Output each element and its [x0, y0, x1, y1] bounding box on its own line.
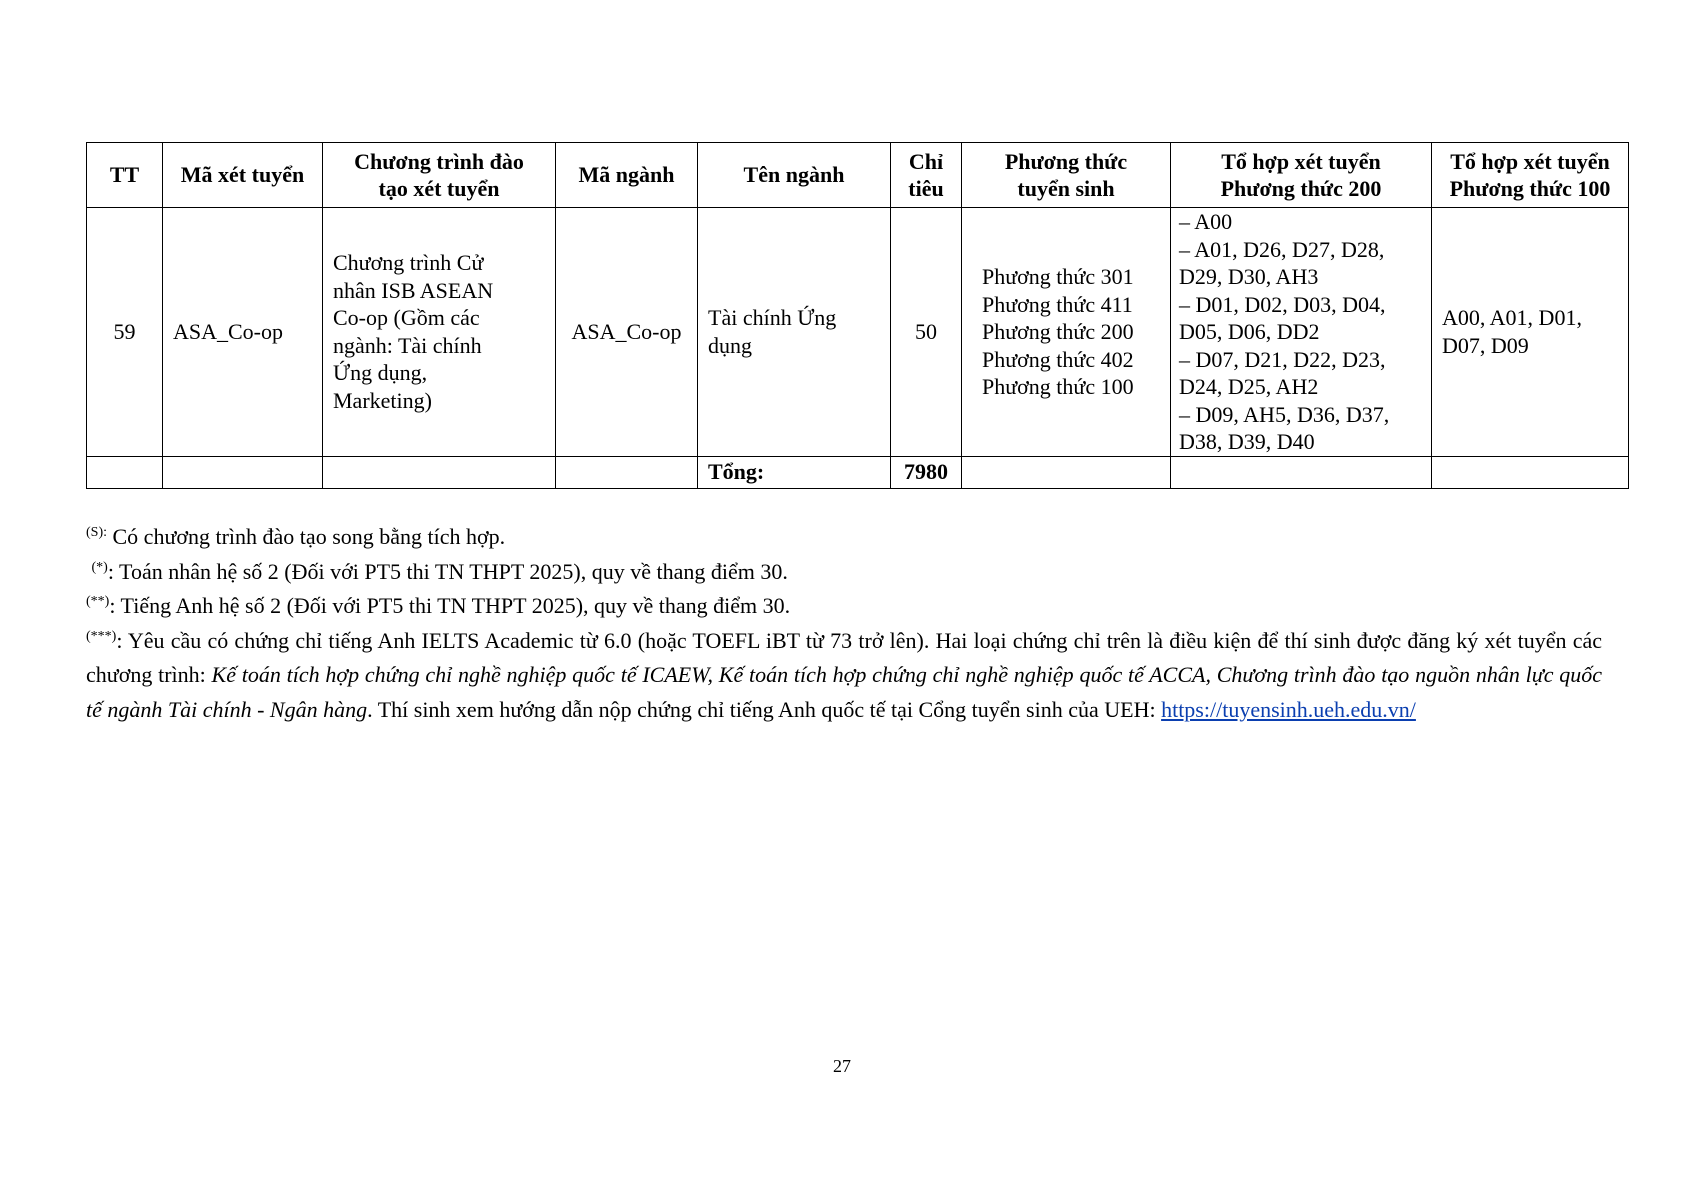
total-empty-cell: [962, 456, 1171, 488]
table-header-row: [87, 143, 1629, 208]
footnote-mark: (***): [86, 628, 117, 644]
footnote-s: [86, 520, 1602, 555]
footnote-text: : Toán nhân hệ số 2 (Đối với PT5 thi TN THPT 2025), quy về thang điểm 30.: [107, 558, 788, 584]
header-phuong-thuc: Phương thức tuyển sinh: [962, 143, 1171, 208]
cell-phuong-thuc: Phương thức 301 Phương thức 411 Phương thức 200 Phương thức 402 Phương thức 100: [962, 208, 1171, 457]
header-chuong-trinh: Chương trình đào tạo xét tuyển: [323, 143, 556, 208]
cell-ma-xet-tuyen: ASA_Co-op: [163, 208, 323, 457]
footnote-mark: (S):: [86, 525, 107, 540]
cell-tt: 59: [87, 208, 163, 457]
total-value: 7980: [891, 456, 962, 488]
cell-ma-nganh: ASA_Co-op: [556, 208, 698, 457]
admission-table: [86, 142, 1629, 489]
header-ma-nganh: Mã ngành: [556, 143, 698, 208]
header-ten-nganh: Tên ngành: [698, 143, 891, 208]
footnote-text-after: . Thí sinh xem hướng dẫn nộp chứng chỉ tiếng Anh quốc tế tại Cổng tuyển sinh của UEH:: [367, 696, 1162, 722]
total-empty-cell: [87, 456, 163, 488]
footnote-text: : Yêu cầu có chứng chỉ tiếng Anh IELTS Academic từ 6.0 (hoặc TOEFL iBT từ 73 trở lên). Hai loại chứng chỉ trên là điều kiện để thí sinh được đăng ký xét tuyển các chương trình:: [86, 627, 1602, 687]
admission-portal-link[interactable]: https://tuyensinh.ueh.edu.vn/: [1161, 696, 1416, 722]
cell-chuong-trinh: Chương trình Cử nhân ISB ASEAN Co-op (Gồm các ngành: Tài chính Ứng dụng, Marketing): [323, 208, 556, 457]
total-empty-cell: [1432, 456, 1629, 488]
table-row: [87, 208, 1629, 457]
header-chi-tieu: Chỉ tiêu: [891, 143, 962, 208]
footnote-text: Có chương trình đào tạo song bằng tích hợp.: [107, 524, 506, 549]
footnotes: [86, 520, 1602, 727]
footnote-text: : Tiếng Anh hệ số 2 (Đối với PT5 thi TN THPT 2025), quy về thang điểm 30.: [109, 593, 791, 618]
footnote-star2: [86, 589, 1602, 624]
page-number: 27: [833, 1056, 851, 1076]
total-label: Tổng:: [698, 456, 891, 488]
footnote-star1: [86, 555, 1602, 590]
total-empty-cell: [556, 456, 698, 488]
cell-chi-tieu: 50: [891, 208, 962, 457]
total-empty-cell: [163, 456, 323, 488]
footnote-mark: (*): [91, 559, 108, 575]
header-ma-xet-tuyen: Mã xét tuyển: [163, 143, 323, 208]
total-empty-cell: [1171, 456, 1432, 488]
footnote-star3: [86, 624, 1602, 728]
cell-to-hop-100: A00, A01, D01, D07, D09: [1432, 208, 1629, 457]
footnote-mark: (**): [86, 594, 110, 609]
table-total-row: [87, 456, 1629, 488]
footnote-programs: Kế toán tích hợp chứng chỉ nghề nghiệp quốc tế ICAEW, Kế toán tích hợp chứng chỉ nghề nghiệp quốc tế ACCA, Chương trình đào tạo nguồn nhân lực quốc tế ngành Tài chính - Ngân hàng: [86, 662, 1602, 722]
total-empty-cell: [323, 456, 556, 488]
cell-to-hop-200: – A00 – A01, D26, D27, D28, D29, D30, AH3 – D01, D02, D03, D04, D05, D06, DD2 – D07, D21, D22, D23, D24, D25, AH2 – D09, AH5, D36, D37, D38, D39, D40: [1171, 208, 1432, 457]
header-to-hop-100: Tổ hợp xét tuyển Phương thức 100: [1432, 143, 1629, 208]
header-tt: TT: [87, 143, 163, 208]
header-to-hop-200: Tổ hợp xét tuyển Phương thức 200: [1171, 143, 1432, 208]
cell-ten-nganh: Tài chính Ứng dụng: [698, 208, 891, 457]
